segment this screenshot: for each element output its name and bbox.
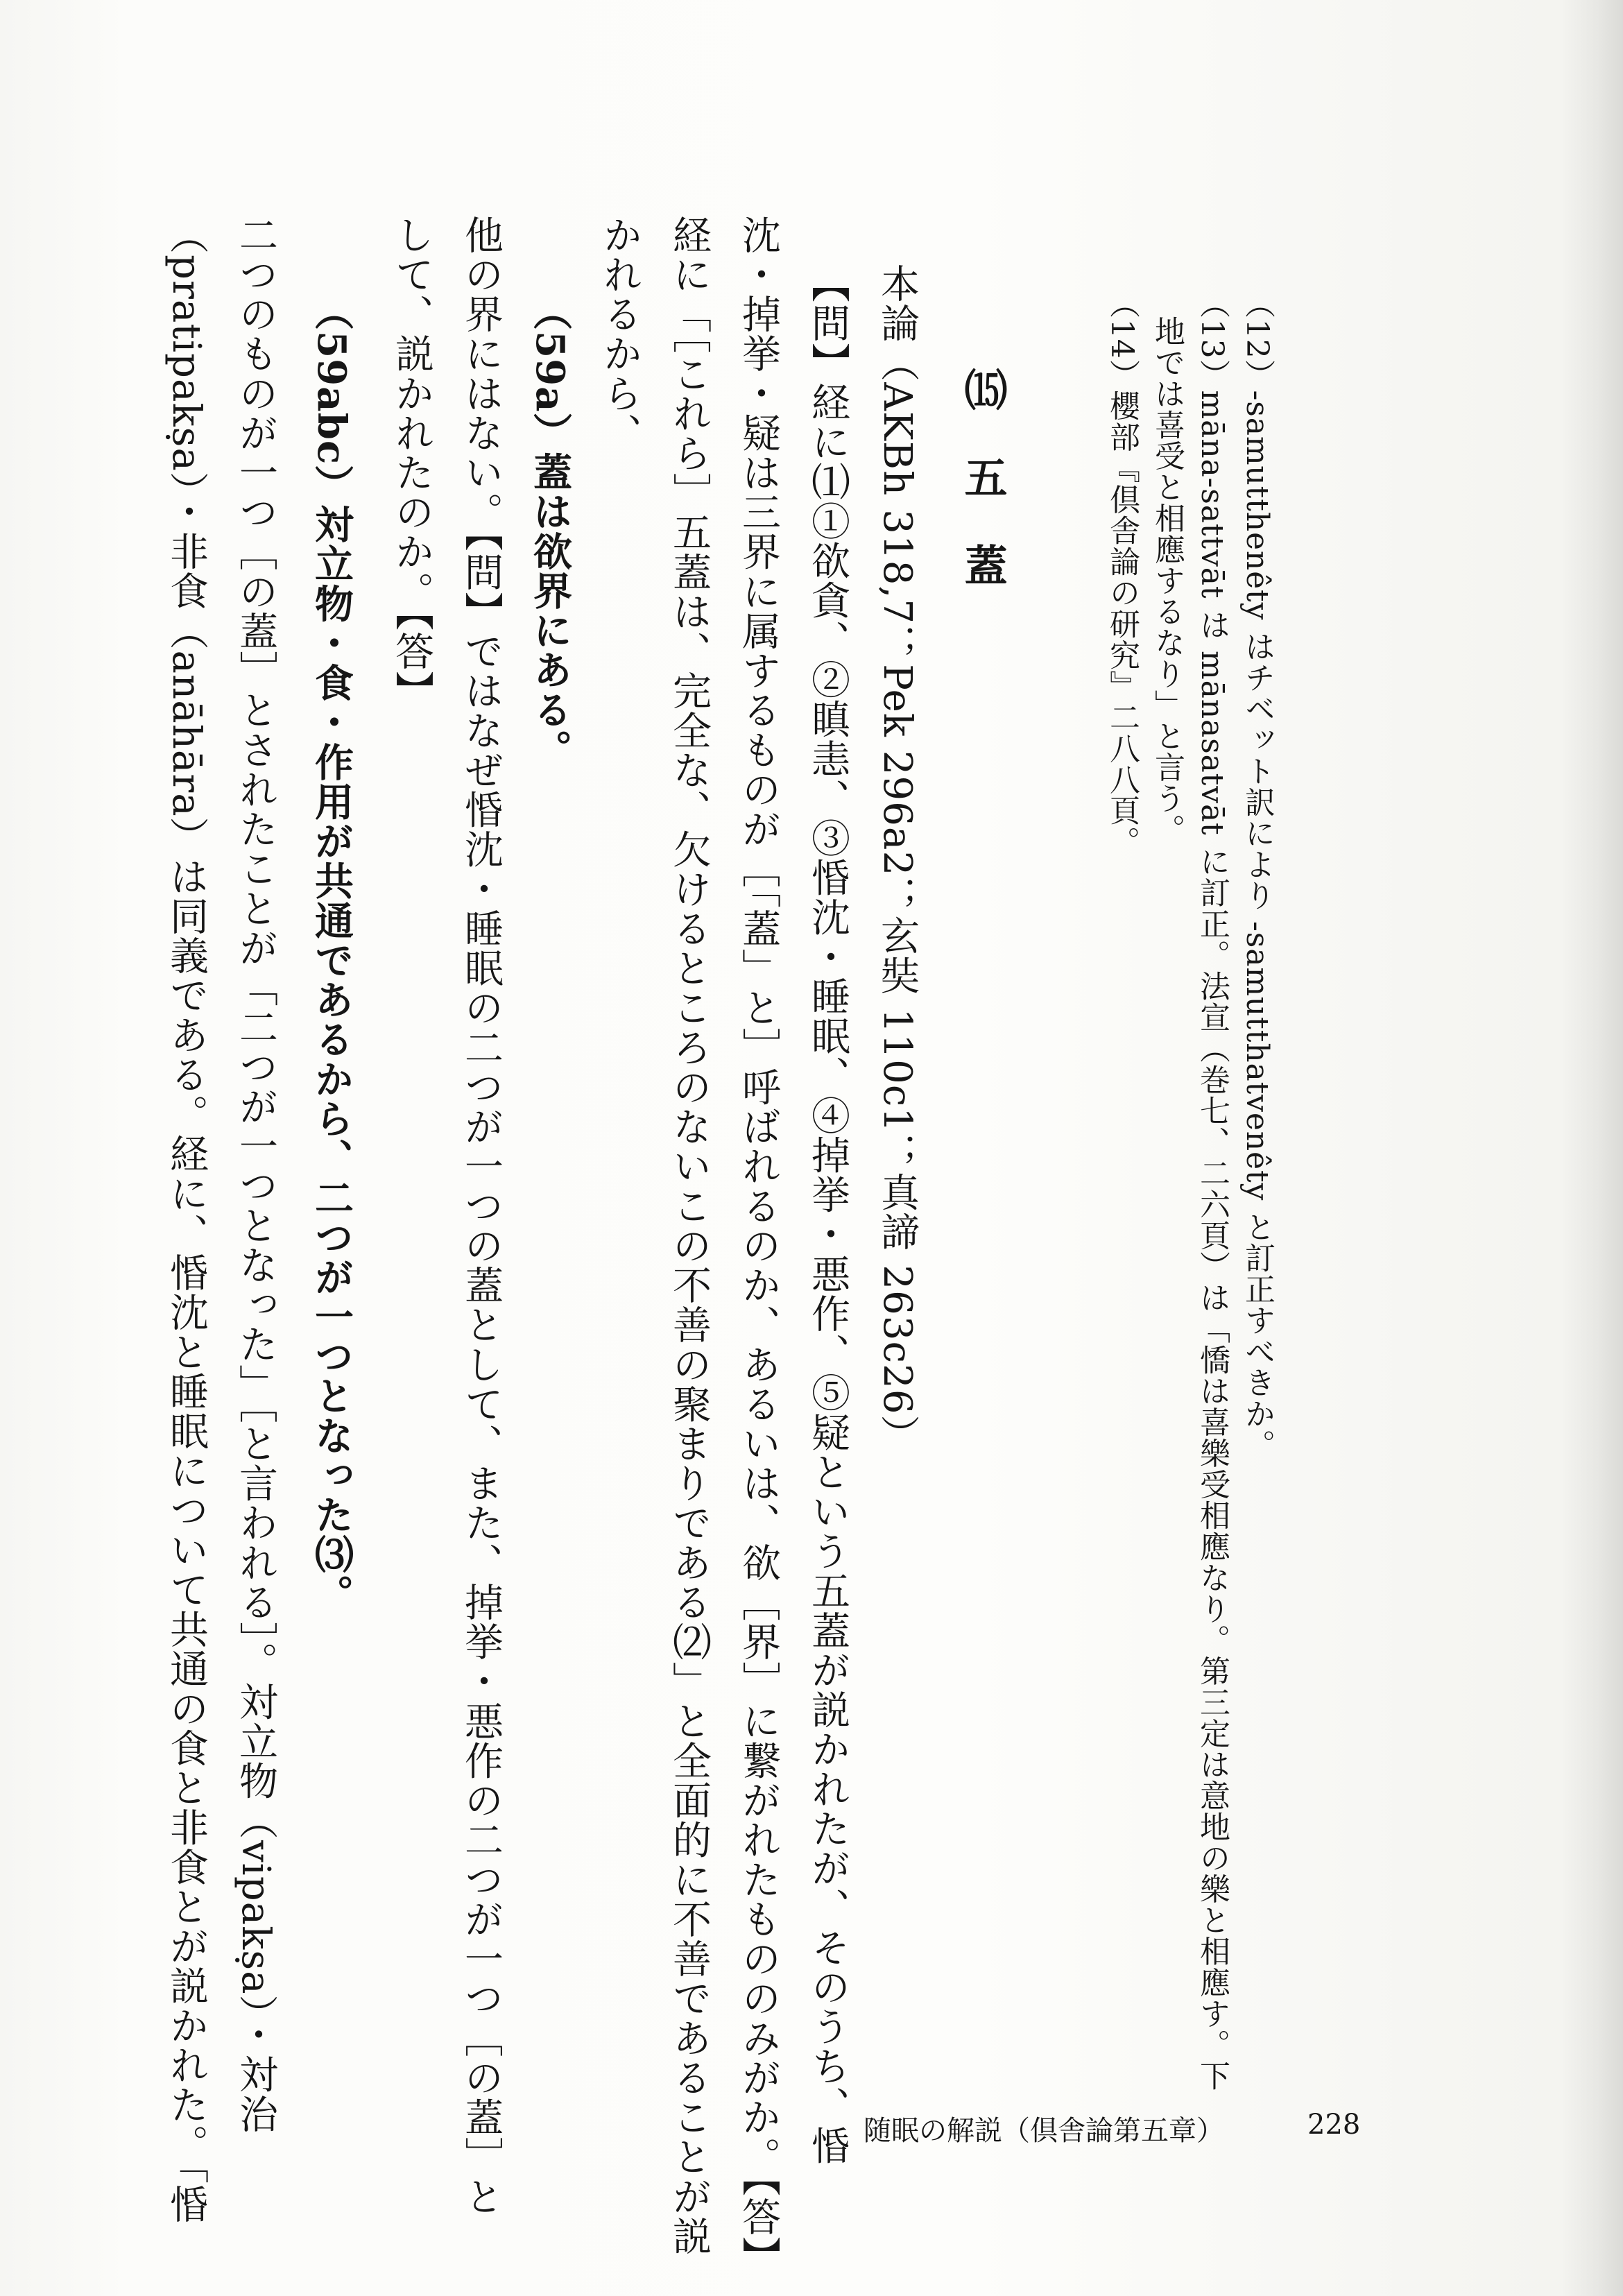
verse-59a: （59a）蓋は欲界にある。	[527, 291, 573, 769]
footnote-14: （14）櫻部『倶舎論の研究』二八八頁。	[1104, 288, 1140, 857]
section-heading: ⒂ 五 蓋	[957, 368, 1008, 588]
footnote-13-cont: 地では喜受と相應するなり」と言う。	[1149, 316, 1185, 845]
body-line-3: 沈・掉挙・疑は三界に属するものが［「蓋」と］呼ばれるのか、あるいは、欲［界］に繋がれたもののみがか。【答】	[736, 215, 781, 2277]
page-edge-shadow	[1561, 0, 1623, 2296]
body-line-2: 【問】経に⑴①欲貪、②瞋恚、③惛沈・睡眠、④掉挙・悪作、⑤疑という五蓋が説かれたが、そのうち、惛	[805, 264, 850, 2166]
body-line-10: 二つのものが一つ［の蓋］とされたことが「二つが一つとなった」［と言われる］。対立物（vipakṣa）・対治	[233, 215, 278, 2134]
body-line-4: 経に「［これら］五蓋は、完全な、欠けるところのないこの不善の聚まりである⑵」と全面的に不善であることが説	[667, 215, 712, 2256]
body-line-1: 本論（AKBh 318,7；Pek 296a2；玄奘 110c1；真諦 263c26）	[875, 264, 920, 1455]
verse-59abc: （59abc）対立物・食・作用が共通であるから、二つが一つとなった⑶。	[309, 291, 354, 1614]
running-title: 随眠の解説（倶舎論第五章）	[864, 2115, 1224, 2147]
footnote-13: （13）māna-sattvāt は mānasatvāt に訂正。法宣（巻七、二六頁）は「憍は喜樂受相應なり。第三定は意地の樂と相應す。下	[1194, 288, 1230, 2091]
body-line-11: （pratipakṣa）・非食（anāhāra）は同義である。経に、惛沈と睡眠について共通の食と非食とが説かれた。「惛	[164, 215, 209, 2225]
page-number: 228	[1307, 2109, 1361, 2141]
body-line-5: かれるから、	[597, 215, 642, 453]
body-line-7: 他の界にはない。【問】ではなぜ惛沈・睡眠の二つが一つの蓋として、また、掉挙・悪作の二つが一つ［の蓋］と	[458, 215, 504, 2217]
footnote-12: （12）-samutthenêty はチベット訳により -samutthatvenêty と訂正すべきか。	[1239, 288, 1275, 1461]
body-line-8: して、説かれたのか。【答】	[389, 215, 434, 711]
